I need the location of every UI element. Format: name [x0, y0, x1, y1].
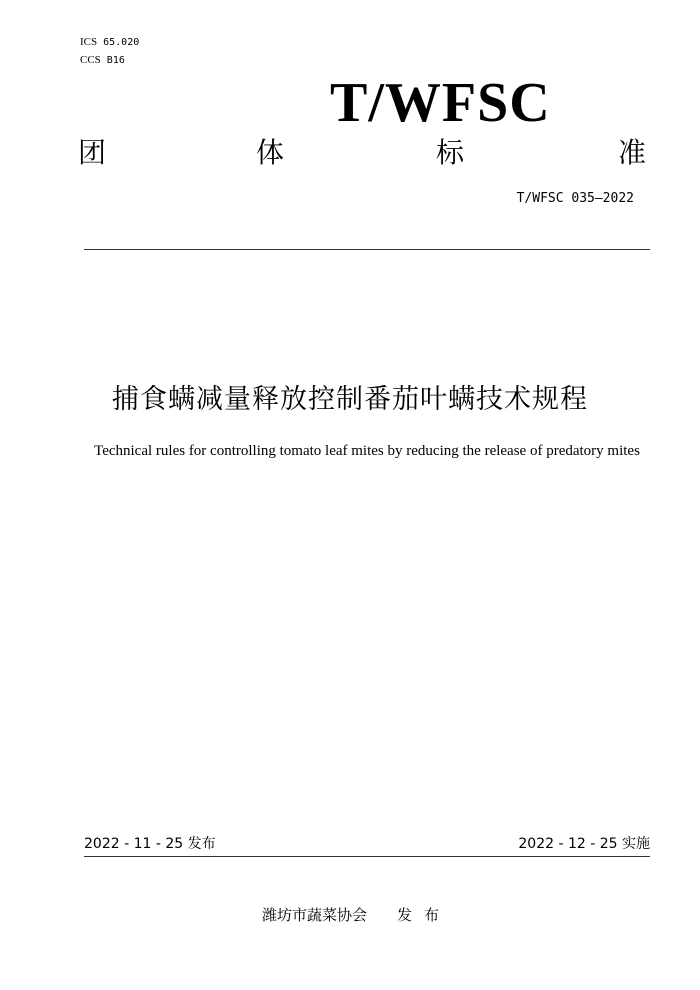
document-title-chinese: 捕食螨减量释放控制番茄叶螨技术规程 [112, 384, 588, 415]
footer-divider [84, 856, 650, 857]
ics-value: 65.020 [103, 37, 140, 48]
standard-type-char-4: 准 [618, 136, 647, 169]
standard-type-char-3: 标 [436, 136, 465, 169]
ics-code [80, 35, 139, 50]
ccs-value: B16 [106, 55, 125, 66]
ics-label: ICS [80, 36, 98, 48]
standard-type-char-1: 团 [78, 136, 107, 169]
publish-date: 2022 - 11 - 25 发布 [84, 836, 216, 852]
standard-brand-logo: T/WFSC [330, 72, 551, 134]
header-divider [84, 249, 650, 250]
ccs-code [80, 53, 125, 68]
issue-label: 发布 [397, 906, 452, 924]
publisher-name: 潍坊市蔬菜协会 [262, 906, 368, 924]
ccs-label: CCS [80, 54, 101, 66]
publisher-line [262, 904, 451, 926]
standard-type-char-2: 体 [256, 136, 285, 169]
standard-number: T/WFSC 035—2022 [516, 191, 634, 206]
document-title-english: Technical rules for controlling tomato leaf mites by reducing the release of predatory mites [94, 443, 640, 459]
implementation-date: 2022 - 12 - 25 实施 [518, 836, 650, 852]
